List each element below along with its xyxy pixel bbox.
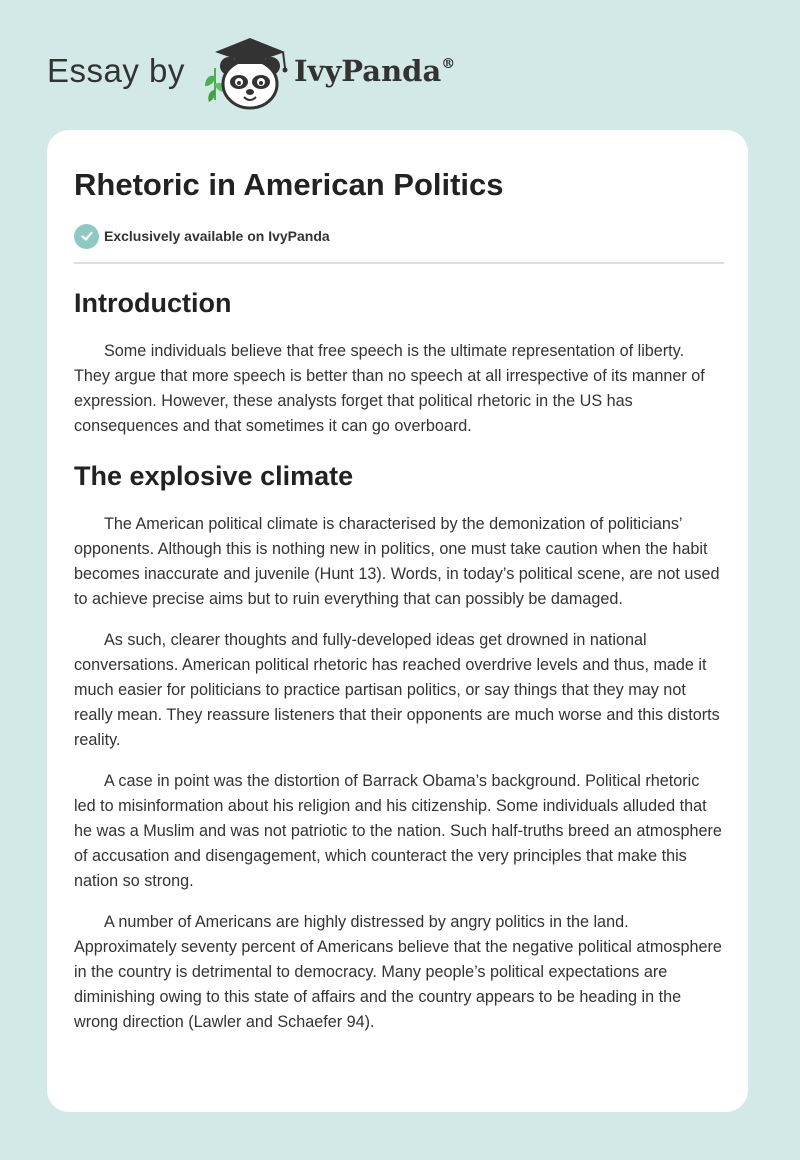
paragraph: The American political climate is characterised by the demonization of politicians’ opponents. Although this is nothing new in politics, one must take caution when the habit becomes inaccurate and juvenile (Hunt 13). Words, in today’s political scene, are not used to achieve precise aims but to ruin everything that can possibly be damaged. — [74, 515, 720, 608]
registered-mark: ® — [441, 56, 456, 73]
brand-header — [47, 28, 527, 118]
essay-content — [74, 130, 724, 1035]
paragraph: A case in point was the distortion of Barrack Obama’s background. Political rhetoric led to misinformation about his religion and his citizenship. Some individuals alluded that he was a Muslim and was not patriotic to the nation. Such half-truths breed an atmosphere of accusation and disengagement, which counteract the very principles that make this nation so strong. — [74, 772, 722, 890]
section-heading-introduction: Introduction — [74, 288, 232, 318]
title-divider — [74, 262, 724, 264]
paragraph: A number of Americans are highly distressed by angry politics in the land. Approximately seventy percent of Americans believe that the negative political atmosphere in the country is detrimental to democracy. Many people’s political expectations are diminishing owing to this state of affairs and the country appears to be heading in the wrong direction (Lawler and Schaefer 94). — [74, 913, 722, 1031]
exclusive-badge-text: Exclusively available on IvyPanda — [104, 228, 330, 244]
section-heading-explosive-climate: The explosive climate — [74, 461, 354, 491]
panda-logo-icon[interactable] — [199, 28, 299, 110]
paragraph: As such, clearer thoughts and fully-developed ideas get drowned in national conversations. American political rhetoric has reached overdrive levels and thus, made it much easier for politicians to practice partisan politics, or say things that they may not really mean. They reassure listeners that their opponents are much worse and this distorts reality. — [74, 631, 720, 749]
brand-name — [294, 54, 455, 88]
exclusive-badge — [74, 223, 724, 249]
check-icon — [74, 224, 99, 249]
essay-card — [47, 130, 748, 1112]
brand-prefix: Essay by — [47, 52, 185, 89]
essay-title: Rhetoric in American Politics — [74, 167, 504, 202]
brand-name-text: IvyPanda — [294, 54, 442, 88]
paragraph: Some individuals believe that free speech is the ultimate representation of liberty. They argue that more speech is better than no speech at all irrespective of its manner of expression. However, these analysts forget that political rhetoric in the US has consequences and that sometimes it can go overboard. — [74, 342, 705, 435]
